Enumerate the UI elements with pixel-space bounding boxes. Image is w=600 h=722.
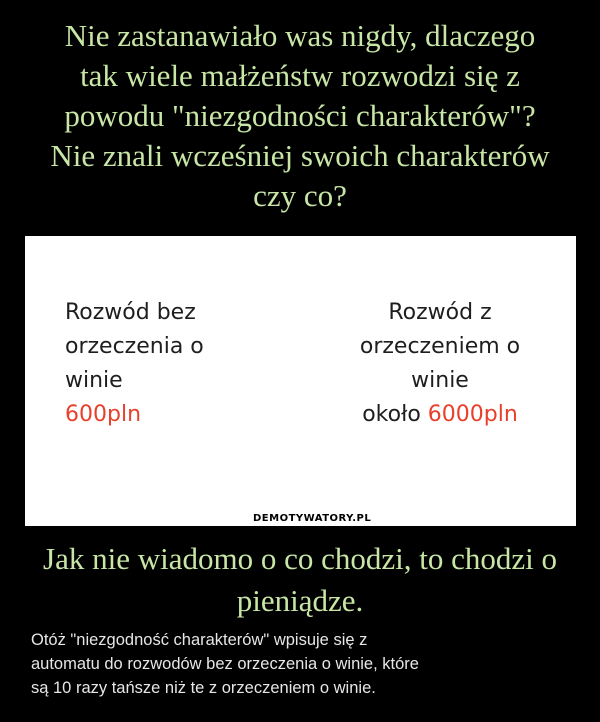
- divorce-with-fault-price-line: [362, 402, 518, 427]
- demotivator-punchline: Jak nie wiadomo o co chodzi, to chodzi o pieniądze.: [43, 541, 557, 618]
- price-prefix: około: [362, 402, 428, 427]
- divorce-without-fault-price-line: [65, 402, 141, 427]
- divorce-with-fault-price: 6000pln: [427, 402, 518, 427]
- divorce-without-fault-price: 600pln: [65, 402, 142, 427]
- demotivator-title: Nie zastanawiało was nigdy, dlaczego tak wiele małżeństw rozwodzi się z powodu "niezgodności charakterów"? Nie znali wcześniej swoich charakterów czy co?: [50, 18, 550, 213]
- site-watermark: DEMOTYWATORY.PL: [247, 512, 377, 525]
- divorce-with-fault-column: [325, 296, 555, 432]
- divorce-without-fault-column: [65, 296, 265, 432]
- divorce-with-fault-label: Rozwód z orzeczeniem o winie: [359, 300, 521, 393]
- demotivator-description: Otóż "niezgodność charakterów" wpisuje się z automatu do rozwodów bez orzeczenia o winie, które są 10 razy tańsze niż te z orzeczeniem o winie.: [31, 631, 419, 697]
- comparison-image: [25, 236, 576, 526]
- divorce-without-fault-label: Rozwód bez orzeczenia o winie: [65, 300, 204, 393]
